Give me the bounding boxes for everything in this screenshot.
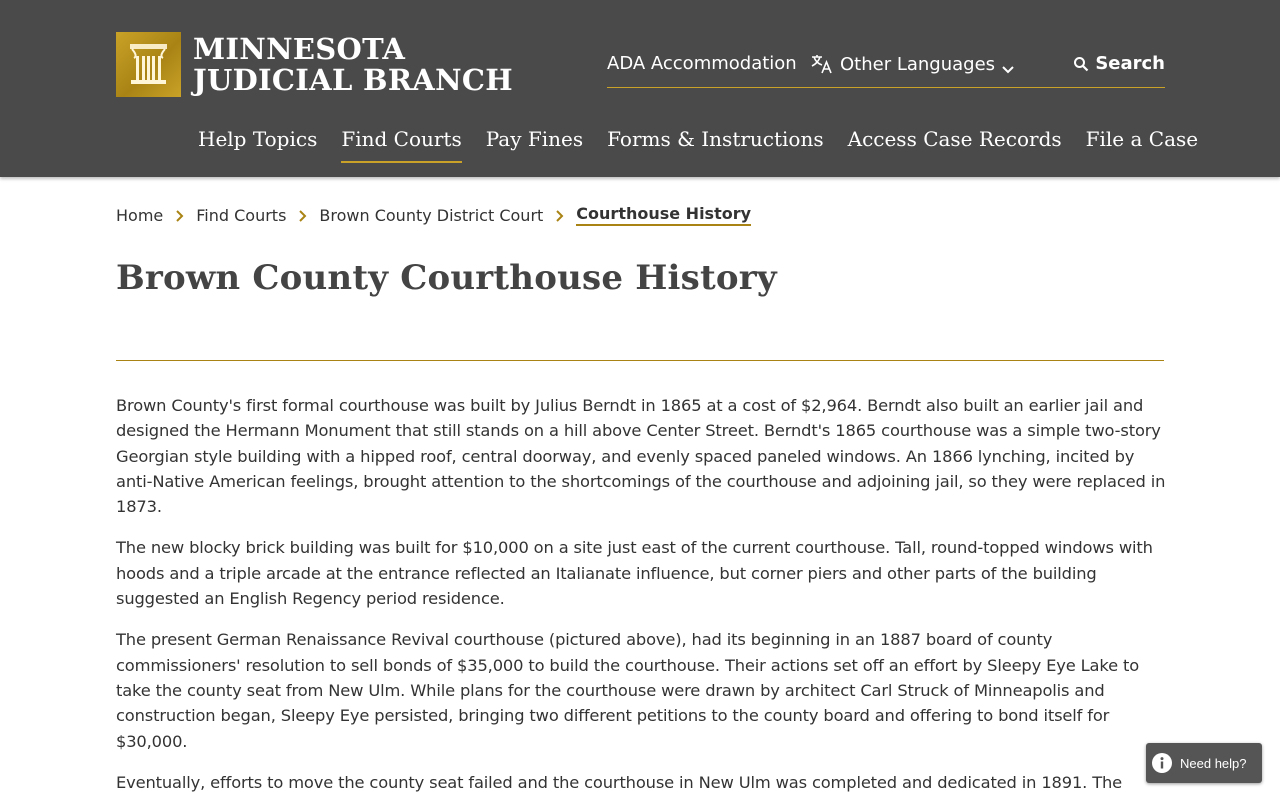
nav-forms-instructions[interactable]: Forms & Instructions (607, 127, 824, 151)
nav-file-a-case[interactable]: File a Case (1085, 127, 1199, 151)
need-help-button[interactable] (1146, 743, 1262, 783)
breadcrumb-brown-county-district-court[interactable]: Brown County District Court (319, 205, 544, 225)
ada-accommodation-link[interactable]: ADA Accommodation (607, 53, 797, 74)
search-icon (1073, 56, 1089, 72)
logo-line-1: MINNESOTA (193, 31, 406, 66)
search-button[interactable] (1073, 53, 1165, 74)
other-languages-dropdown[interactable] (810, 53, 1015, 75)
paragraph: The new blocky brick building was built for $10,000 on a site just east of the current courthouse. Tall, round-topped windows with hoods and a triple arcade at the entrance reflected an Italianate influence, but corner piers and other parts of the building suggested an English Regency period residence. (116, 538, 1153, 609)
site-header (0, 0, 1280, 177)
nav-find-courts[interactable]: Find Courts (341, 127, 461, 163)
chevron-right-icon (175, 208, 185, 222)
nav-help-topics[interactable]: Help Topics (198, 127, 318, 151)
nav-pay-fines[interactable]: Pay Fines (485, 127, 584, 151)
paragraph: Brown County's first formal courthouse was built by Julius Berndt in 1865 at a cost of $2,964. Berndt also built an earlier jail and designed the Hermann Monument that still stands on a hill above Center Street. Berndt's 1865 courthouse was a simple two-story Georgian style building with a hipped roof, central doorway, and evenly spaced paneled windows. An 1866 lynching, incited by anti-Native American feelings, brought attention to the shortcomings of the courthouse and adjoining jail, so they were replaced in 1873. (116, 396, 1166, 517)
info-icon (1152, 753, 1172, 773)
other-languages-label: Other Languages (840, 53, 996, 75)
chevron-down-icon (1001, 59, 1015, 69)
breadcrumb-find-courts[interactable]: Find Courts (196, 205, 287, 225)
translate-icon (810, 53, 834, 75)
breadcrumb (116, 204, 751, 226)
breadcrumb-current: Courthouse History (576, 204, 751, 226)
page-title: Brown County Courthouse History (116, 258, 777, 298)
main-nav (198, 127, 1222, 163)
chevron-right-icon (298, 208, 308, 222)
logo-line-2: JUDICIAL BRANCH (193, 62, 513, 97)
need-help-label: Need help? (1180, 755, 1247, 771)
search-label: Search (1095, 53, 1165, 74)
logo-text (193, 31, 513, 97)
title-divider (116, 360, 1164, 361)
paragraph: Eventually, efforts to move the county seat failed and the courthouse in New Ulm was completed and dedicated in 1891. The (116, 772, 1123, 792)
chevron-right-icon (555, 208, 565, 222)
paragraph: The present German Renaissance Revival courthouse (pictured above), had its beginning in an 1887 board of county commissioners' resolution to sell bonds of $35,000 to build the courthouse. Their actions set off an effort by Sleepy Eye Lake to take the county seat from New Ulm. While plans for the courthouse were drawn by architect Carl Struck of Minneapolis and construction began, Sleepy Eye persisted, bringing two different petitions to the county board and offering to bond itself for $30,000. (116, 630, 1140, 751)
breadcrumb-home[interactable]: Home (116, 205, 164, 225)
nav-access-case-records[interactable]: Access Case Records (847, 127, 1062, 151)
pillar-icon (116, 32, 181, 97)
site-logo[interactable] (116, 32, 513, 97)
article-content (116, 393, 1166, 800)
utility-bar (607, 50, 1165, 88)
